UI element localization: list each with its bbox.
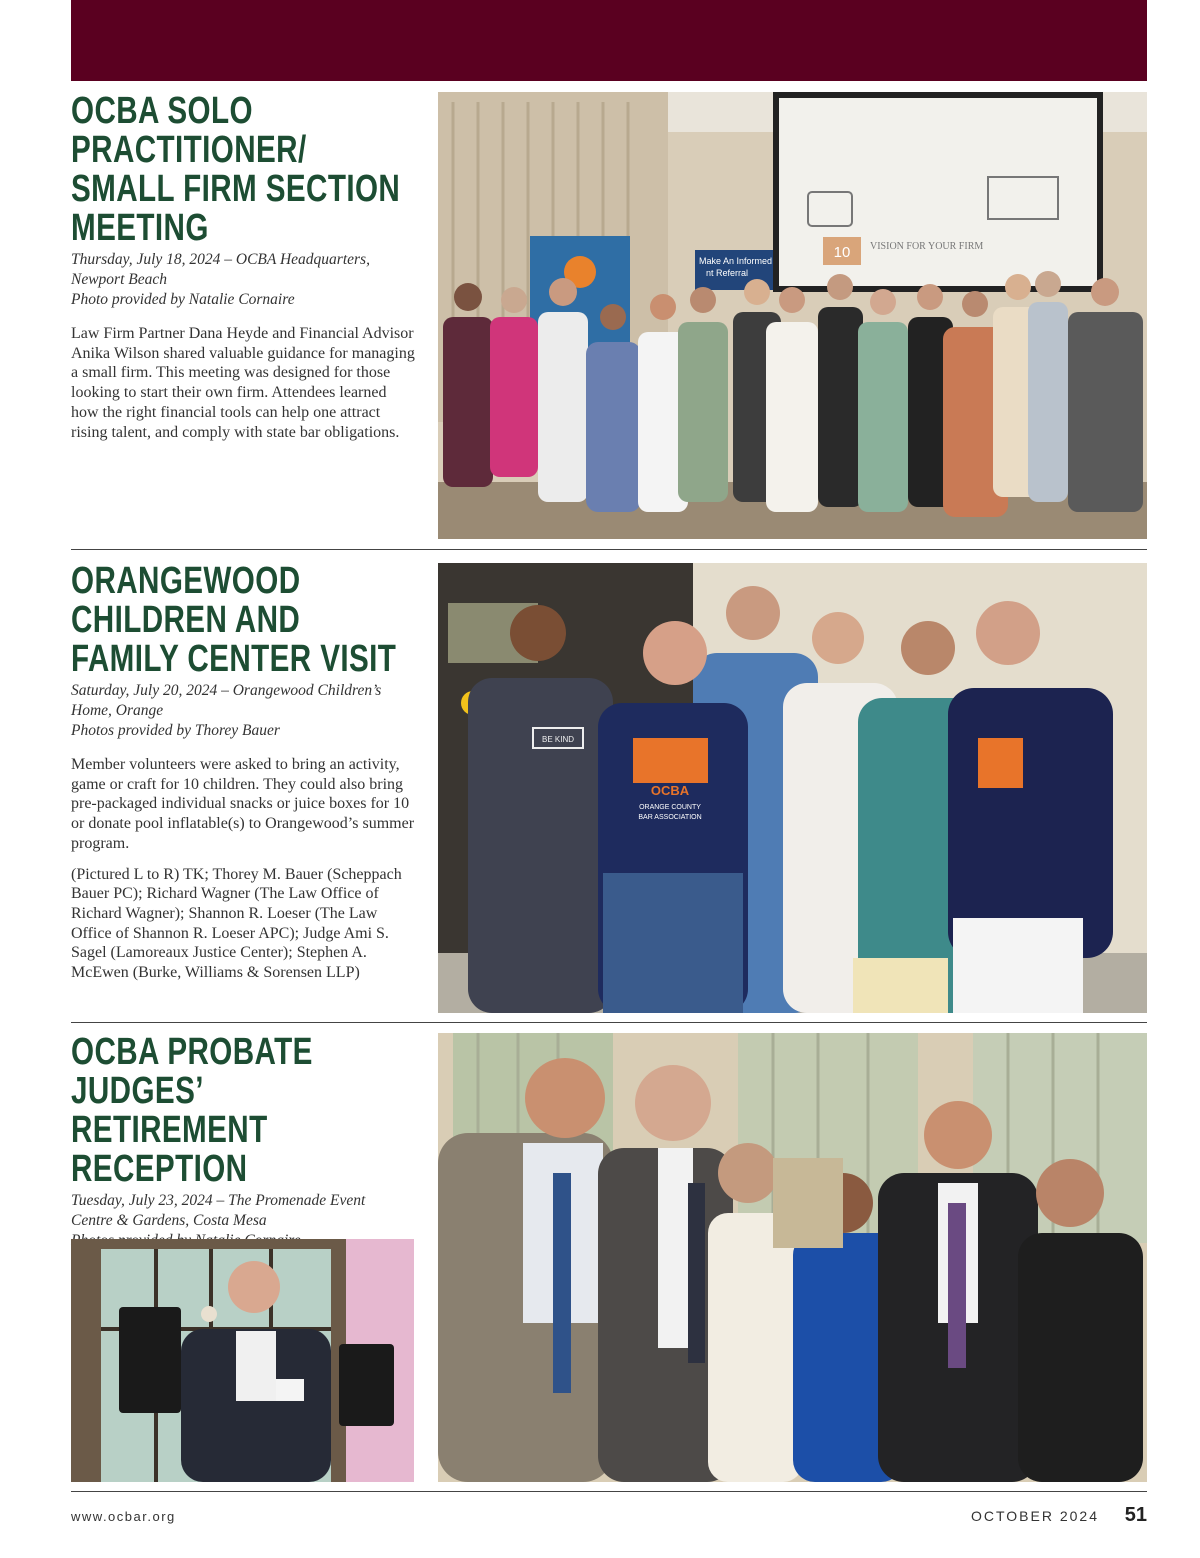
- photo-judge-speaking: [71, 1239, 414, 1482]
- event-meta: Tuesday, July 23, 2024 – The Promenade Event Centre & Gardens, Costa Mesa: [71, 1192, 366, 1229]
- section-title: OCBA SOLO PRACTITIONER/ SMALL FIRM SECTION MEETING: [71, 90, 401, 249]
- slide-title: VISION FOR YOUR FIRM: [870, 241, 984, 252]
- website-url: www.ocbar.org: [71, 1509, 176, 1524]
- shirt-text: BE KIND: [541, 735, 575, 744]
- event-meta: Thursday, July 18, 2024 – OCBA Headquarters, Newport Beach Photo provided by Natalie Cornaire: [71, 251, 370, 308]
- banner-text: Make An Informed: [699, 256, 773, 266]
- section-probate-reception: [71, 1033, 1147, 1485]
- top-banner: [71, 0, 1147, 81]
- shirt-logo: OCBA: [650, 783, 690, 798]
- group-photo-meeting: [438, 92, 1147, 539]
- footer-divider: [71, 1491, 1147, 1492]
- page-number: 51: [1124, 1504, 1147, 1526]
- section-text: [71, 562, 416, 994]
- svg-text:ORANGE COUNTY: ORANGE COUNTY: [639, 804, 701, 811]
- section-text: [71, 92, 416, 453]
- section-title: OCBA PROBATE JUDGES’ RETIREMENT RECEPTION: [71, 1031, 313, 1190]
- slide-number: 10: [833, 244, 851, 261]
- section-divider: [71, 549, 1147, 550]
- section-title: ORANGEWOOD CHILDREN AND FAMILY CENTER VISIT: [71, 560, 397, 680]
- event-description: Law Firm Partner Dana Heyde and Financial Advisor Anika Wilson shared valuable guidance for managing a small firm. This meeting was designed for those looking to start their own firm. Attendees learned how the right financial tools can help one attract rising talent, and comply with state bar obligations.: [71, 325, 415, 441]
- section-solo-practitioner: [71, 92, 1147, 542]
- svg-text:BAR ASSOCIATION: BAR ASSOCIATION: [638, 814, 702, 821]
- page-footer: [71, 1503, 1147, 1531]
- svg-text:nt Referral: nt Referral: [706, 268, 749, 278]
- event-meta: Saturday, July 20, 2024 – Orangewood Children’s Home, Orange Photos provided by Thorey Bauer: [71, 682, 382, 739]
- issue-date: OCTOBER 2024: [970, 1508, 1099, 1524]
- section-divider: [71, 1022, 1147, 1023]
- group-photo-orangewood: [438, 563, 1147, 1013]
- section-orangewood: [71, 562, 1147, 1014]
- group-photo-reception: [438, 1033, 1147, 1482]
- event-description: Member volunteers were asked to bring an activity, game or craft for 10 children. They could also bring pre-packaged individual snacks or juice boxes for 10 or donate pool inflatable(s) to Orangewood’s summer program. (Pictured L to R) TK; Thorey M. Bauer (Scheppach Bauer PC); Richard Wagner (The Law Office of Richard Wagner); Shannon R. Loeser (The Law Office of Shannon R. Loeser APC); Judge Ami S. Sagel (Lamoreaux Justice Center); Stephen A. McEwen (Burke, Williams & Sorensen LLP): [71, 756, 415, 982]
